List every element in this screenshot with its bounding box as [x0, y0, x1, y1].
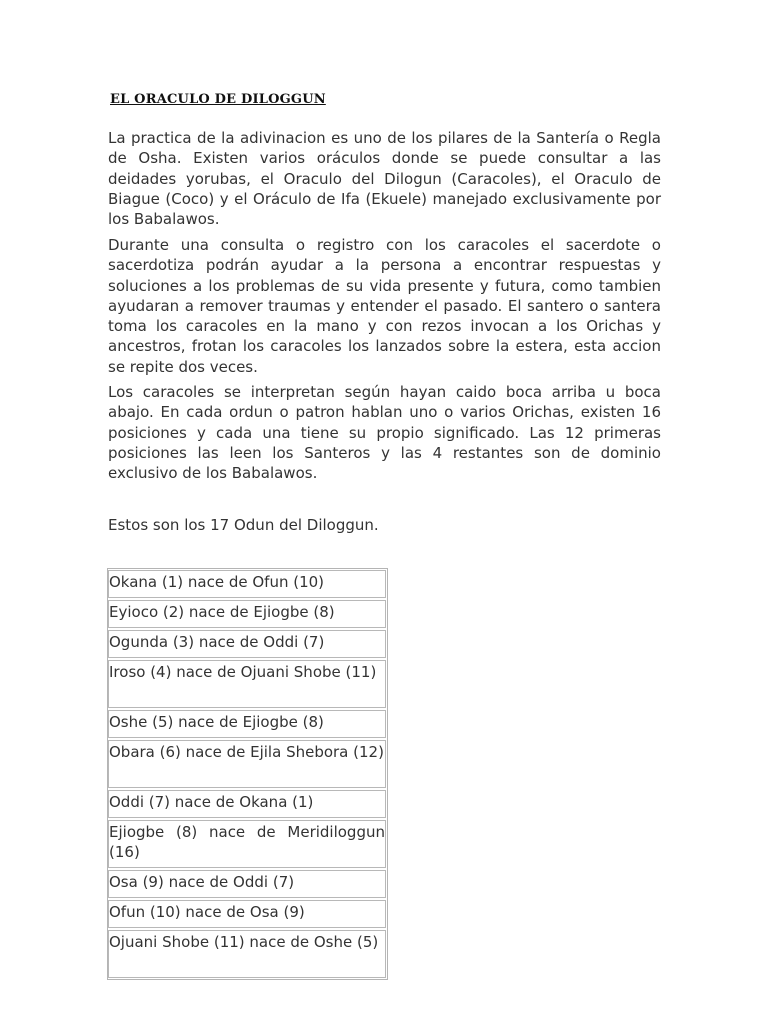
table-row: Ejiogbe (8) nace de Meridiloggun (16)	[108, 820, 386, 868]
table-row: Eyioco (2) nace de Ejiogbe (8)	[108, 600, 386, 628]
table-row: Obara (6) nace de Ejila Shebora (12)	[108, 740, 386, 788]
table-row: Ofun (10) nace de Osa (9)	[108, 900, 386, 928]
table-row: Osa (9) nace de Oddi (7)	[108, 870, 386, 898]
table-row: Ogunda (3) nace de Oddi (7)	[108, 630, 386, 658]
odun-table	[107, 568, 388, 980]
table-row: Ojuani Shobe (11) nace de Oshe (5)	[108, 930, 386, 978]
paragraph-caracoles: Los caracoles se interpretan según hayan caido boca arriba u boca abajo. En cada ordun o patron hablan uno o varios Orichas, existen 16 posiciones y cada una tiene su propio significado. Las 12 primeras posiciones las leen los Santeros y las 4 restantes son de dominio exclusivo de los Babalawos.	[108, 383, 661, 483]
paragraph-consulta: Durante una consulta o registro con los caracoles el sacerdote o sacerdotiza podrán ayudar a la persona a encontrar respuestas y soluciones a los problemas de su vida presente y futura, como tambien ayudaran a remover traumas y entender el pasado. El santero o santera toma los caracoles en la mano y con rezos invocan a los Orichas y ancestros, frotan los caracoles los lanzados sobre la estera, esta accion se repite dos veces.	[108, 236, 661, 376]
table-row: Oshe (5) nace de Ejiogbe (8)	[108, 710, 386, 738]
table-row: Iroso (4) nace de Ojuani Shobe (11)	[108, 660, 386, 708]
paragraph-adivinacion: La practica de la adivinacion es uno de los pilares de la Santería o Regla de Osha. Existen varios oráculos donde se puede consultar a las deidades yorubas, el Oraculo del Dilogun (Caracoles), el Oraculo de Biague (Coco) y el Oráculo de Ifa (Ekuele) manejado exclusivamente por los Babalawos.	[108, 129, 661, 229]
odun-intro: Estos son los 17 Odun del Diloggun.	[108, 516, 379, 534]
document-title: EL ORACULO DE DILOGGUN	[110, 92, 326, 107]
table-row: Oddi (7) nace de Okana (1)	[108, 790, 386, 818]
table-row: Okana (1) nace de Ofun (10)	[108, 570, 386, 598]
